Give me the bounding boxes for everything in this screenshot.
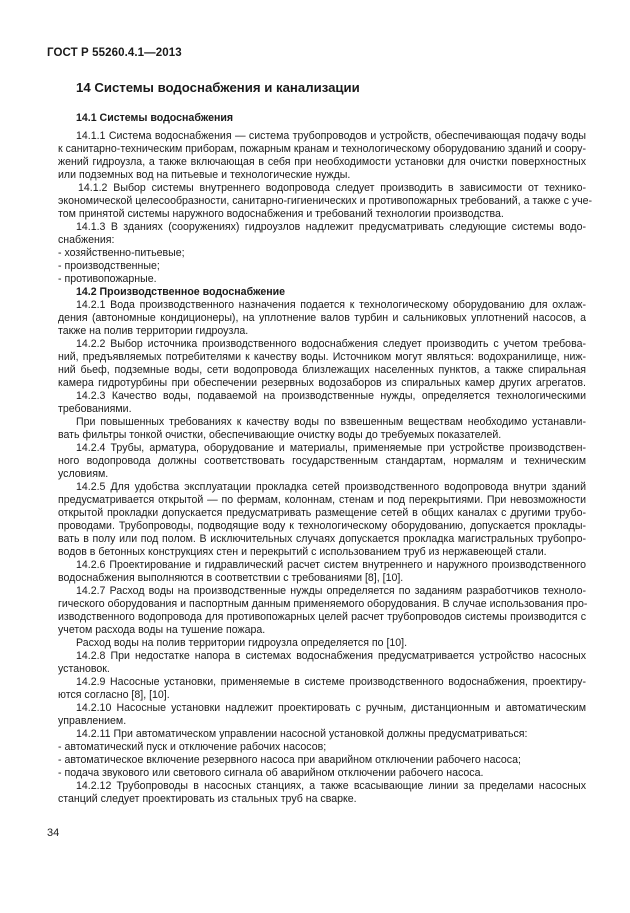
text-line: вать фильтры тонкой очистки, обеспечивающие очистку воды до требуемых показателей. <box>58 429 502 441</box>
text-line: ний, предъявляемых потребителями к качеству воды. Источником могут являться: водохранилище, ниж- <box>58 351 586 363</box>
subsection-heading: 14.2 Производственное водоснабжение <box>76 286 286 298</box>
text-line: требованиями. <box>58 403 132 415</box>
text-line: 14.2.7 Расход воды на производственные нужды определяется по заданиям разработчиков техноло- <box>76 585 586 597</box>
text-line: учетом расхода воды на тушение пожара. <box>58 624 266 636</box>
text-line: Расход воды на полив территории гидроузла определяется по [10]. <box>76 637 408 649</box>
text-line: 14.2.4 Трубы, арматура, оборудование и материалы, применяемые при устройстве производствен- <box>76 442 586 454</box>
text-line: или подземных вод на питьевые и технологические нужды. <box>58 169 351 181</box>
text-line: 14.2.11 При автоматическом управлении насосной установкой должны предусматриваться: <box>76 728 528 740</box>
text-line: 14.2.10 Насосные установки надлежит проектировать с ручным, дистанционным и автоматическим <box>76 702 586 714</box>
body-text <box>58 130 593 806</box>
text-line: предусматривается открытой — по фермам, колоннам, стенам и под перекрытиями. При невозможности <box>58 494 586 506</box>
text-line: водоснабжения выполняются в соответствии с требованиями [8], [10]. <box>58 572 404 584</box>
text-line: 14.2.8 При недостатке напора в системах водоснабжения предусматривается устройство насосных <box>76 650 586 662</box>
text-line: условиям. <box>58 468 109 480</box>
text-line: 14.2.9 Насосные установки, применяемые в системе производственного водоснабжения, проектиру- <box>76 676 586 688</box>
text-line: 14.1.2 Выбор системы внутреннего водопровода следует производить в зависимости от технико- <box>78 182 586 194</box>
text-line: 14.2.2 Выбор источника производственного водоснабжения следует производить с учетом требова- <box>76 338 586 350</box>
text-line: ного водопровода должны соответствовать государственным стандартам, нормалям и техническим <box>58 455 586 467</box>
text-line: вать в полу или под полом. В исключительных случаях допускается прокладка магистральных трубопро- <box>58 533 586 545</box>
list-item: - противопожарные. <box>58 273 157 285</box>
text-line: камера гидротурбины при обеспечении резервных водозаборов из спиральных камер других агрегатов. <box>58 377 586 389</box>
text-line: снабжения: <box>58 234 115 246</box>
page-number: 34 <box>47 827 60 839</box>
text-line: 14.2.6 Проектирование и гидравлический расчет систем внутреннего и наружного производственного <box>76 559 586 571</box>
text-line: 14.2.3 Качество воды, подаваемой на производственные нужды, определяется технологическими <box>76 390 586 402</box>
list-item: - подача звукового или светового сигнала об аварийном отключении рабочего насоса. <box>58 767 484 779</box>
section-title: 14 Системы водоснабжения и канализации <box>76 80 360 95</box>
text-line: водов в бетонных конструкциях стен и перекрытий с использованием труб из нержавеющей стали. <box>58 546 547 558</box>
text-line: проводами. Трубопроводы, подводящие воду к технологическому оборудованию, допускается проклады- <box>58 520 586 532</box>
list-item: - автоматический пуск и отключение рабочих насосов; <box>58 741 327 753</box>
document-code-header: ГОСТ Р 55260.4.1—2013 <box>47 47 182 59</box>
text-line: 14.2.5 Для удобства эксплуатации прокладка сетей производственного водопровода внутри зданий <box>76 481 586 493</box>
text-line: дения (автономные кондиционеры), на уплотнение валов турбин и сальниковых уплотнений насосов, а <box>58 312 586 324</box>
text-line: 14.2.12 Трубопроводы в насосных станциях, а также всасывающие линии за пределами насосных <box>76 780 586 792</box>
text-line: При повышенных требованиях к качеству воды по взвешенным веществам необходимо устанавли- <box>76 416 586 428</box>
list-item: - автоматическое включение резервного насоса при аварийном отключении рабочего насоса; <box>58 754 521 766</box>
list-item: - хозяйственно-питьевые; <box>58 247 185 259</box>
text-line: гического оборудования и паспортным данным применяемого оборудования. В случае использования про- <box>58 598 588 610</box>
text-line: к санитарно-техническим приборам, пожарным кранам и технологическому оборудованию зданий и соору- <box>58 143 586 155</box>
text-line: изводственного водопровода для противопожарных целей расчет трубопроводов системы производится с <box>58 611 586 623</box>
list-item: - производственные; <box>58 260 160 272</box>
text-line: 14.1.3 В зданиях (сооружениях) гидроузлов надлежит предусматривать следующие системы водо- <box>76 221 586 233</box>
text-line: установок. <box>58 663 110 675</box>
text-line: ний бьеф, подземные воды, сети водопровода близлежащих населенных пунктов, а также спиральная <box>58 364 586 376</box>
text-line: том принятой системы наружного водоснабжения и требований технологии производства. <box>58 208 504 220</box>
text-line: 14.2.1 Вода производственного назначения подается к технологическому оборудованию для охлаж- <box>76 299 586 311</box>
text-line: также на полив территории гидроузла. <box>58 325 249 337</box>
text-line: экономической целесообразности, санитарно-гигиенических и противопожарных требований, а также с уче- <box>58 195 593 207</box>
text-line: жений гидроузла, а также включающая в себя при необходимости установки для очистки поверхностных <box>58 156 586 168</box>
text-line: 14.1.1 Система водоснабжения — система трубопроводов и устройств, обеспечивающая подачу воды <box>76 130 586 142</box>
text-line: управлением. <box>58 715 127 727</box>
text-line: ются согласно [8], [10]. <box>58 689 170 701</box>
subsection-title: 14.1 Системы водоснабжения <box>76 112 234 124</box>
text-line: открытой прокладки допускается предусматривать размещение сетей в общих каналах с другими трубо- <box>58 507 586 519</box>
text-line: станций следует проектировать из стальных труб на сварке. <box>58 793 357 805</box>
